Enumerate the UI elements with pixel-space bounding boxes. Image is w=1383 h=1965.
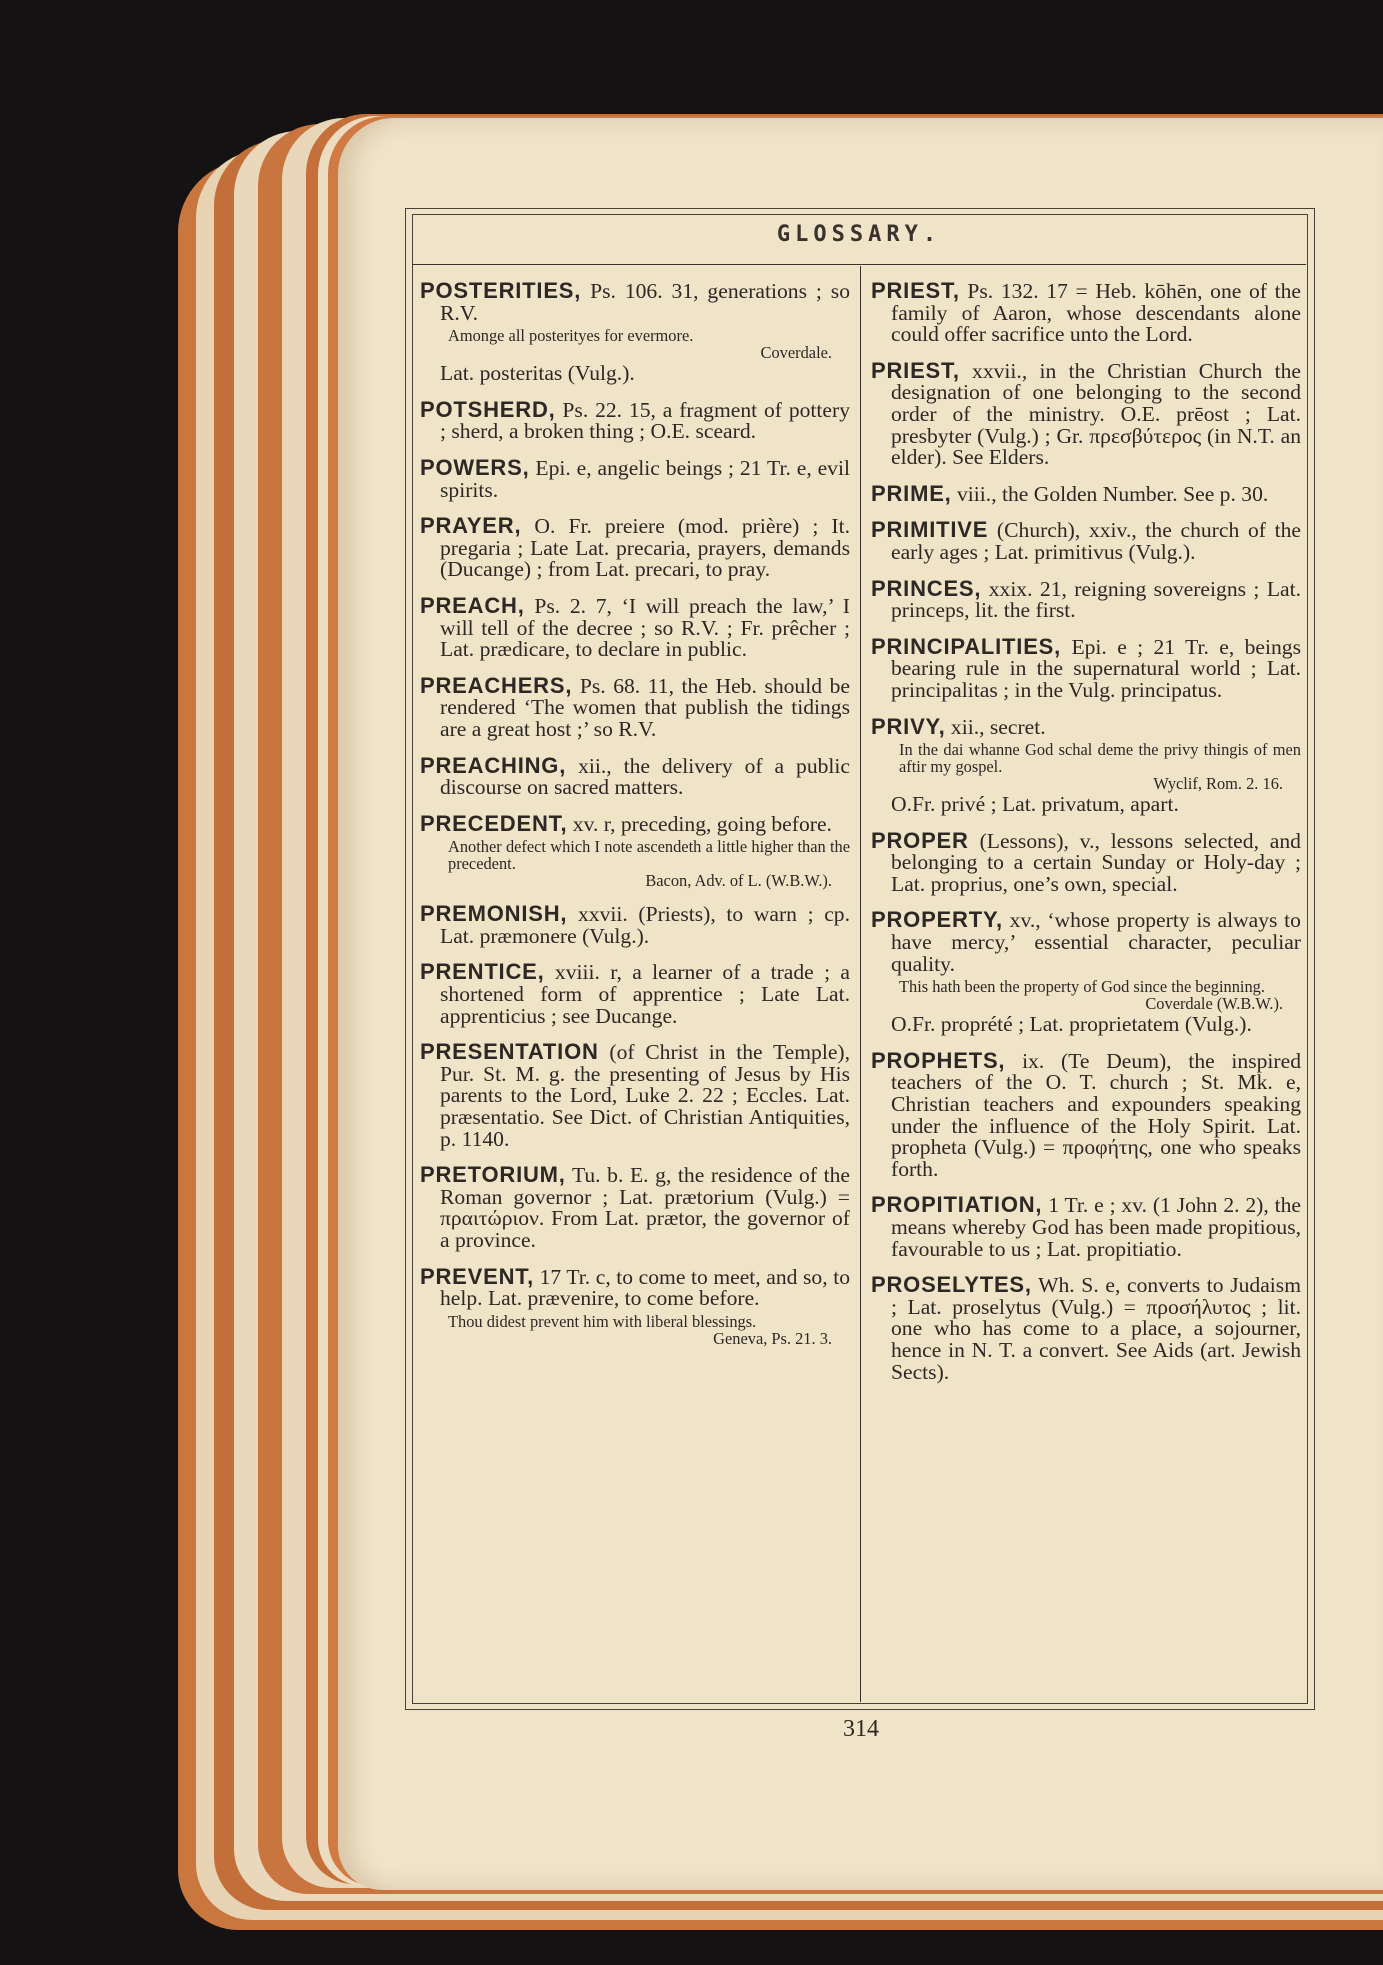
header-rule [412,264,1306,265]
entry-definition: Ps. 68. 11, the Heb. should be rendered ‘The women that publish the tidings are a great host ;’ so R.V. [440,673,850,741]
entry-quotation [448,1313,850,1347]
glossary-entry [420,672,850,741]
entry-definition: xv. r, preceding, going before. [572,811,832,836]
entry-headword: PRIVY, [871,713,946,739]
entry-definition: xxvii. (Priests), to warn ; cp. Lat. præmonere (Vulg.). [440,902,850,948]
quotation-text: Another defect which I note ascendeth a little higher than the precedent. [448,837,850,874]
entry-definition: (of Christ in the Temple), Pur. St. M. g. the presenting of Jesus by His parents to the Lord, Luke 2. 22 ; Eccles. Lat. præsentatio. See Dict. of Christian Antiquities, p. 1140. [440,1040,850,1151]
entry-definition: xii., the delivery of a public discourse on sacred matters. [440,753,850,800]
glossary-entry [871,633,1301,702]
entry-etymology: O.Fr. privé ; Lat. privatum, apart. [891,792,1179,817]
entry-definition: O. Fr. preiere (mod. prière) ; It. pregaria ; Late Lat. precaria, prayers, demands (Ducange) ; from Lat. precari, to pray. [440,514,850,582]
entry-etymology: Lat. posteritas (Vulg.). [440,361,635,386]
entry-headword: POTSHERD, [420,396,556,422]
column-rule [860,266,861,1702]
entry-definition: viii., the Golden Number. See p. 30. [957,481,1269,506]
glossary-entry [871,575,1301,623]
glossary-entry [871,827,1301,896]
entry-definition: Ps. 2. 7, ‘I will preach the law,’ I will tell of the decree ; so R.V. ; Fr. prêcher ; Lat. prædicare, to declare in public. [440,593,850,662]
glossary-column-left [420,280,850,1361]
quotation-text: Thou didest prevent him with liberal blessings. [448,1311,757,1331]
quotation-text: This hath been the property of God since the beginning. [899,977,1265,997]
glossary-entry [871,519,1301,563]
glossary-entry [420,1164,850,1251]
entry-headword: PRENTICE, [420,959,545,985]
entry-headword: PRINCIPALITIES, [871,633,1062,659]
entry-definition: 1 Tr. e ; xv. (1 John 2. 2), the means whereby God has been made propitious, favourable to us ; Lat. propitiatio. [891,1193,1301,1261]
entry-headword: PROPITIATION, [871,1192,1043,1218]
glossary-entry [420,280,850,385]
entry-headword: PROSELYTES, [871,1272,1032,1298]
glossary-entry [420,810,850,891]
entry-definition: xviii. r, a learner of a trade ; a shortened form of apprentice ; Late Lat. apprenticius ; see Ducange. [440,960,850,1028]
glossary-entry [871,280,1301,346]
glossary-entry [420,961,850,1027]
entry-definition: Ps. 106. 31, generations ; so R.V. [440,279,850,325]
glossary-entry [420,1041,850,1150]
entry-headword: PRESENTATION [420,1039,599,1065]
entry-headword: POWERS, [420,454,530,480]
glossary-entry [871,1047,1301,1181]
glossary-entry [871,357,1301,470]
entry-headword: POSTERITIES, [420,278,582,303]
entry-headword: PREACH, [420,592,525,618]
glossary-entry [420,903,850,947]
entry-definition: (Lessons), v., lessons selected, and belonging to a certain Sunday or Holy-day ; Lat. proprius, one’s own, special. [891,828,1301,896]
entry-definition: (Church), xxiv., the church of the early ages ; Lat. primitivus (Vulg.). [891,518,1302,564]
quotation-text: Amonge all posterityes for evermore. [448,326,694,346]
glossary-entry [420,515,850,581]
entry-headword: PRAYER, [420,513,522,539]
entry-headword: PREACHERS, [420,672,573,698]
entry-headword: PREACHING, [420,752,567,778]
glossary-entry [871,713,1301,817]
entry-definition: 17 Tr. c, to come to meet, and so, to help. Lat. prævenire, to come before. [440,1264,850,1311]
glossary-entry [420,454,850,502]
quotation-source: Coverdale. [760,343,832,363]
running-head: GLOSSARY. [776,222,942,247]
page-number: 314 [843,1716,879,1742]
glossary-column-right [871,280,1301,1397]
entry-headword: PROPHETS, [871,1047,1006,1073]
entry-headword: PRETORIUM, [420,1162,566,1188]
entry-definition: xv., ‘whose property is always to have mercy,’ essential character, peculiar quality. [891,908,1301,976]
glossary-entry [420,592,850,662]
quotation-source: Wyclif, Rom. 2. 16. [1153,774,1283,794]
glossary-entry [871,1274,1301,1383]
entry-quotation [899,978,1301,1012]
entry-headword: PREMONISH, [420,901,568,927]
glossary-entry [420,1263,850,1348]
quotation-source: Geneva, Ps. 21. 3. [713,1328,832,1348]
entry-definition: ix. (Te Deum), the inspired teachers of the O. T. church ; St. Mk. e, Christian teachers and expounders speaking under the influence of the Holy Spirit. Lat. propheta (Vulg.) = προφήτης, one who speaks forth. [891,1048,1301,1181]
entry-definition: Epi. e, angelic beings ; 21 Tr. e, evil spirits. [440,455,850,502]
glossary-entry [871,480,1301,506]
entry-headword: PRIME, [871,480,952,506]
glossary-entry [871,909,1301,1035]
entry-definition: Epi. e ; 21 Tr. e, beings bearing rule in the supernatural world ; Lat. principalitas ; in the Vulg. principatus. [891,634,1301,702]
entry-definition: xxvii., in the Christian Church the designation of one belonging to the second order of the ministry. O.E. prēost ; Lat. presbyter (Vulg.) ; Gr. πρεσβύτερος (in N.T. an elder). See Elders. [891,358,1301,470]
entry-quotation [448,327,850,361]
glossary-entry [420,396,850,444]
entry-definition: Ps. 132. 17 = Heb. kōhēn, one of the family of Aaron, whose descendants alone could offer sacrifice unto the Lord. [891,279,1301,347]
entry-etymology: O.Fr. proprété ; Lat. proprietatem (Vulg.). [891,1012,1252,1037]
entry-quotation [448,838,850,889]
entry-definition: xii., secret. [950,714,1046,739]
entry-definition: Wh. S. e, converts to Judaism ; Lat. proselytus (Vulg.) = προσήλυτος ; lit. one who has come to a place, a sojourner, hence in N. T. a convert. See Aids (art. Jewish Sects). [891,1273,1301,1384]
entry-headword: PRECEDENT, [420,810,568,836]
entry-headword: PRINCES, [871,575,982,601]
entry-definition: Tu. b. E. g, the residence of the Roman governor ; Lat. prætorium (Vulg.) = πραιτώριον. From Lat. prætor, the governor of a province. [440,1163,851,1252]
entry-headword: PROPERTY, [871,907,1003,933]
entry-definition: Ps. 22. 15, a fragment of pottery ; sherd, a broken thing ; O.E. sceard. [440,397,850,444]
entry-quotation [899,741,1301,792]
glossary-entry [420,752,850,800]
quotation-text: In the dai whanne God schal deme the privy thingis of men aftir my gospel. [899,740,1301,777]
quotation-source: Bacon, Adv. of L. (W.B.W.). [645,871,832,891]
entry-headword: PRIEST, [871,357,960,383]
entry-definition: xxix. 21, reigning sovereigns ; Lat. princeps, lit. the first. [891,576,1301,623]
glossary-entry [871,1194,1301,1260]
entry-headword: PRIMITIVE [871,517,989,543]
quotation-source: Coverdale (W.B.W.). [1145,994,1283,1014]
entry-headword: PREVENT, [420,1263,534,1289]
entry-headword: PRIEST, [871,278,960,303]
entry-headword: PROPER [871,827,969,853]
